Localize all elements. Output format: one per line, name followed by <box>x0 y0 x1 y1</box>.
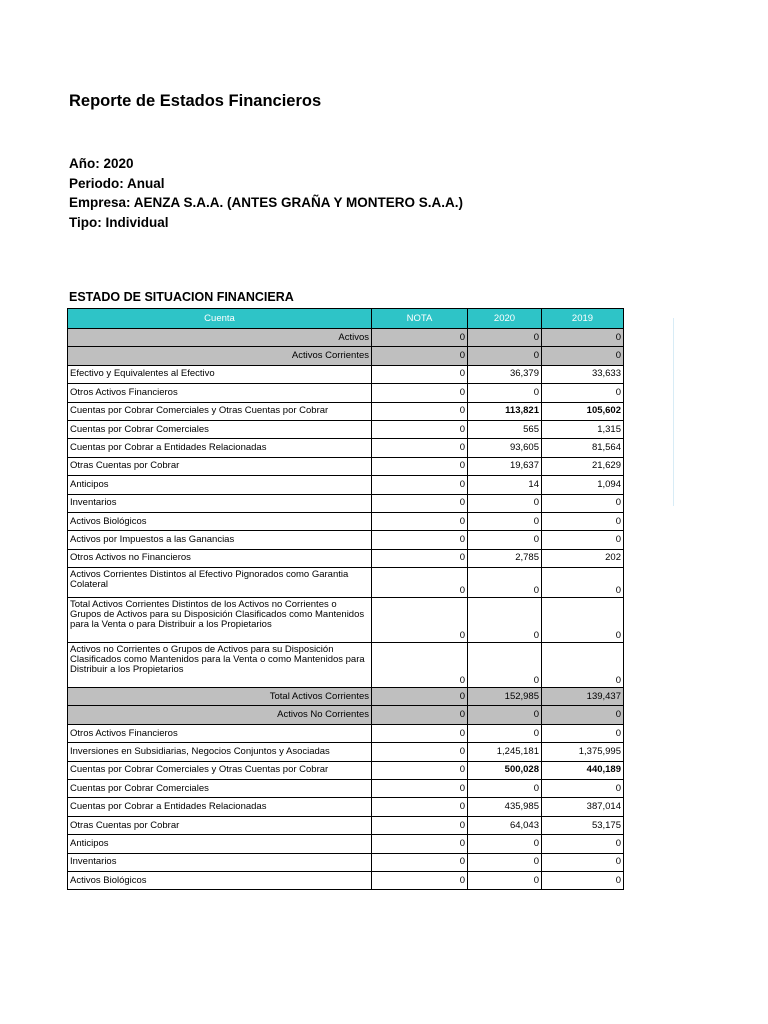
table-row <box>68 780 624 798</box>
cell-2019: 0 <box>542 347 624 365</box>
cell-nota: 0 <box>372 347 468 365</box>
table-row <box>68 402 624 420</box>
table-body <box>68 329 624 890</box>
cell-nota: 0 <box>372 835 468 853</box>
cell-cuenta: Inventarios <box>68 853 372 871</box>
cell-2020: 113,821 <box>468 402 542 420</box>
cell-2019: 0 <box>542 329 624 347</box>
cell-cuenta: Activos <box>68 329 372 347</box>
cell-nota: 0 <box>372 420 468 438</box>
column-header-2020: 2020 <box>468 309 542 329</box>
cell-2020: 500,028 <box>468 761 542 779</box>
cell-nota: 0 <box>372 568 468 598</box>
cell-2020: 152,985 <box>468 688 542 706</box>
cell-nota: 0 <box>372 598 468 643</box>
report-metadata <box>69 154 463 232</box>
cell-cuenta: Otros Activos no Financieros <box>68 549 372 567</box>
cell-2020: 0 <box>468 780 542 798</box>
cell-2020: 0 <box>468 643 542 688</box>
cell-nota: 0 <box>372 798 468 816</box>
table-row <box>68 365 624 383</box>
table-row <box>68 439 624 457</box>
cell-nota: 0 <box>372 688 468 706</box>
table-row <box>68 853 624 871</box>
cell-cuenta: Activos no Corrientes o Grupos de Activos para su Disposición Clasificados como Mantenidos para la Venta o como Mantenidos para Distribuir a los Propietarios <box>68 643 372 688</box>
cell-cuenta: Cuentas por Cobrar Comerciales <box>68 420 372 438</box>
divider-line <box>673 318 674 506</box>
table-row <box>68 724 624 742</box>
table-row <box>68 384 624 402</box>
cell-cuenta: Inversiones en Subsidiarias, Negocios Conjuntos y Asociadas <box>68 743 372 761</box>
table-row <box>68 835 624 853</box>
year-label: Año: 2020 <box>69 156 134 171</box>
table-row <box>68 476 624 494</box>
cell-cuenta: Cuentas por Cobrar a Entidades Relacionadas <box>68 798 372 816</box>
cell-cuenta: Anticipos <box>68 476 372 494</box>
cell-2019: 0 <box>542 643 624 688</box>
cell-2019: 1,315 <box>542 420 624 438</box>
cell-2019: 0 <box>542 724 624 742</box>
cell-2019: 21,629 <box>542 457 624 475</box>
cell-2020: 435,985 <box>468 798 542 816</box>
cell-nota: 0 <box>372 402 468 420</box>
column-header-nota: NOTA <box>372 309 468 329</box>
table-header-row <box>68 309 624 329</box>
report-title: Reporte de Estados Financieros <box>69 92 322 110</box>
table-row <box>68 512 624 530</box>
cell-cuenta: Cuentas por Cobrar Comerciales y Otras Cuentas por Cobrar <box>68 402 372 420</box>
cell-2020: 0 <box>468 835 542 853</box>
cell-2019: 0 <box>542 835 624 853</box>
cell-nota: 0 <box>372 494 468 512</box>
table-row <box>68 531 624 549</box>
cell-2020: 36,379 <box>468 365 542 383</box>
type-label: Tipo: Individual <box>69 214 169 230</box>
cell-2019: 139,437 <box>542 688 624 706</box>
cell-2020: 0 <box>468 568 542 598</box>
cell-2020: 0 <box>468 494 542 512</box>
cell-2020: 0 <box>468 347 542 365</box>
cell-nota: 0 <box>372 643 468 688</box>
cell-nota: 0 <box>372 531 468 549</box>
cell-cuenta: Total Activos Corrientes <box>68 688 372 706</box>
cell-2020: 1,245,181 <box>468 743 542 761</box>
cell-2020: 14 <box>468 476 542 494</box>
table-row <box>68 329 624 347</box>
cell-cuenta: Activos Biológicos <box>68 512 372 530</box>
cell-nota: 0 <box>372 761 468 779</box>
cell-2020: 0 <box>468 724 542 742</box>
cell-nota: 0 <box>372 780 468 798</box>
table-row <box>68 457 624 475</box>
cell-2020: 0 <box>468 384 542 402</box>
cell-nota: 0 <box>372 816 468 834</box>
cell-nota: 0 <box>372 724 468 742</box>
table-row <box>68 643 624 688</box>
cell-2019: 0 <box>542 780 624 798</box>
table-row <box>68 549 624 567</box>
cell-2020: 0 <box>468 853 542 871</box>
cell-nota: 0 <box>372 439 468 457</box>
cell-2019: 0 <box>542 871 624 889</box>
financial-statement-table <box>67 308 624 890</box>
cell-cuenta: Cuentas por Cobrar a Entidades Relacionadas <box>68 439 372 457</box>
cell-nota: 0 <box>372 476 468 494</box>
cell-2019: 0 <box>542 384 624 402</box>
cell-cuenta: Otros Activos Financieros <box>68 724 372 742</box>
table-row <box>68 798 624 816</box>
table-row <box>68 871 624 889</box>
cell-nota: 0 <box>372 743 468 761</box>
cell-2019: 105,602 <box>542 402 624 420</box>
cell-2020: 2,785 <box>468 549 542 567</box>
cell-cuenta: Activos No Corrientes <box>68 706 372 724</box>
cell-2019: 0 <box>542 512 624 530</box>
cell-cuenta: Activos Corrientes <box>68 347 372 365</box>
section-title: ESTADO DE SITUACION FINANCIERA <box>69 290 294 304</box>
cell-nota: 0 <box>372 329 468 347</box>
cell-2020: 19,637 <box>468 457 542 475</box>
cell-cuenta: Otras Cuentas por Cobrar <box>68 816 372 834</box>
cell-nota: 0 <box>372 457 468 475</box>
table-row <box>68 688 624 706</box>
cell-2019: 33,633 <box>542 365 624 383</box>
table-row <box>68 420 624 438</box>
cell-cuenta: Cuentas por Cobrar Comerciales <box>68 780 372 798</box>
column-header-2019: 2019 <box>542 309 624 329</box>
cell-2020: 93,605 <box>468 439 542 457</box>
cell-cuenta: Otras Cuentas por Cobrar <box>68 457 372 475</box>
cell-2020: 0 <box>468 871 542 889</box>
cell-cuenta: Total Activos Corrientes Distintos de los Activos no Corrientes o Grupos de Activos para su Disposición Clasificados como Mantenidos para la Venta o para Distribuir a los Propietarios <box>68 598 372 643</box>
table-row <box>68 816 624 834</box>
table-row <box>68 743 624 761</box>
table-row <box>68 706 624 724</box>
company-label: Empresa: AENZA S.A.A. (ANTES GRAÑA Y MONTERO S.A.A.) <box>69 195 464 210</box>
cell-2019: 0 <box>542 568 624 598</box>
cell-nota: 0 <box>372 384 468 402</box>
cell-nota: 0 <box>372 512 468 530</box>
cell-nota: 0 <box>372 549 468 567</box>
cell-2019: 0 <box>542 598 624 643</box>
table-row <box>68 598 624 643</box>
cell-2020: 0 <box>468 598 542 643</box>
cell-2020: 0 <box>468 531 542 549</box>
cell-cuenta: Activos Biológicos <box>68 871 372 889</box>
cell-2019: 53,175 <box>542 816 624 834</box>
cell-2019: 202 <box>542 549 624 567</box>
cell-2020: 64,043 <box>468 816 542 834</box>
cell-nota: 0 <box>372 365 468 383</box>
table-row <box>68 347 624 365</box>
cell-2019: 0 <box>542 494 624 512</box>
cell-2019: 387,014 <box>542 798 624 816</box>
table-row <box>68 568 624 598</box>
cell-cuenta: Anticipos <box>68 835 372 853</box>
cell-2019: 440,189 <box>542 761 624 779</box>
cell-2019: 0 <box>542 853 624 871</box>
cell-cuenta: Activos por Impuestos a las Ganancias <box>68 531 372 549</box>
cell-nota: 0 <box>372 871 468 889</box>
cell-2020: 0 <box>468 329 542 347</box>
table-row <box>68 494 624 512</box>
cell-2019: 0 <box>542 531 624 549</box>
cell-2019: 0 <box>542 706 624 724</box>
cell-nota: 0 <box>372 853 468 871</box>
cell-cuenta: Efectivo y Equivalentes al Efectivo <box>68 365 372 383</box>
cell-cuenta: Cuentas por Cobrar Comerciales y Otras Cuentas por Cobrar <box>68 761 372 779</box>
cell-2020: 565 <box>468 420 542 438</box>
cell-cuenta: Otros Activos Financieros <box>68 384 372 402</box>
cell-2019: 1,094 <box>542 476 624 494</box>
cell-nota: 0 <box>372 706 468 724</box>
cell-2019: 1,375,995 <box>542 743 624 761</box>
table-row <box>68 761 624 779</box>
column-header-cuenta: Cuenta <box>68 309 372 329</box>
cell-cuenta: Activos Corrientes Distintos al Efectivo Pignorados como Garantia Colateral <box>68 568 372 598</box>
cell-2019: 81,564 <box>542 439 624 457</box>
cell-2020: 0 <box>468 512 542 530</box>
period-label: Periodo: Anual <box>69 175 165 191</box>
cell-2020: 0 <box>468 706 542 724</box>
cell-cuenta: Inventarios <box>68 494 372 512</box>
